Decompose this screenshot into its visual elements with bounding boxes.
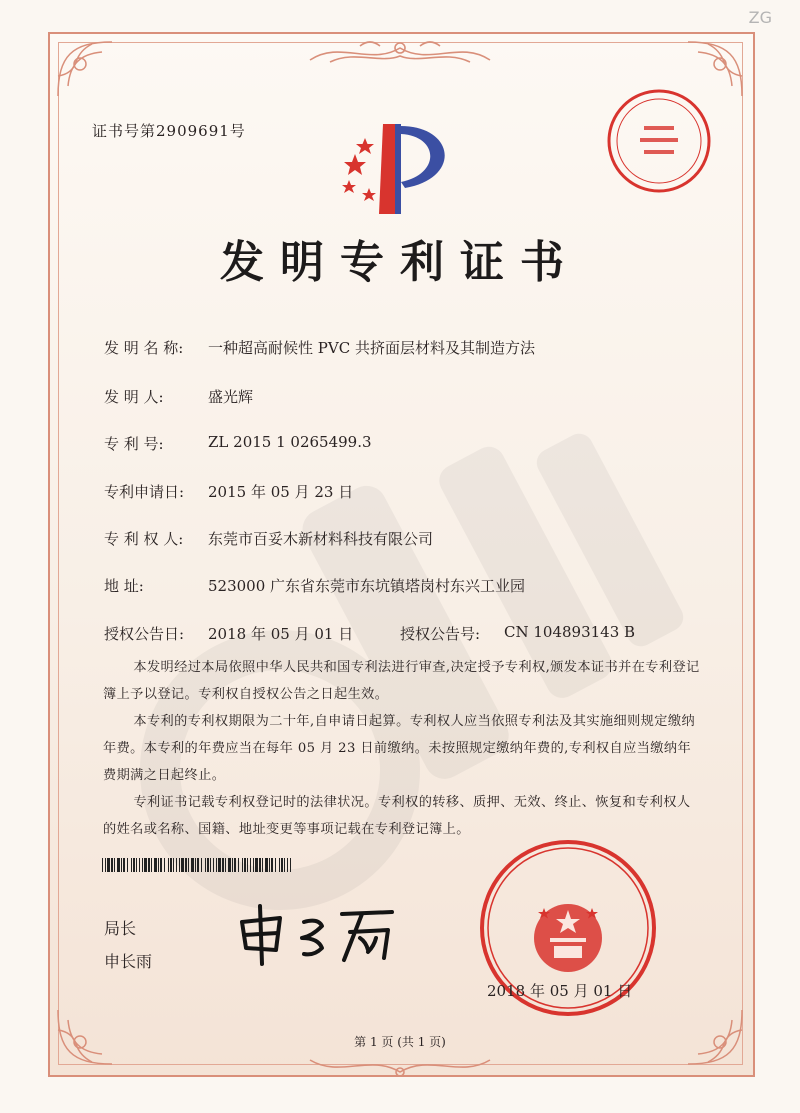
- barcode-bar: [123, 858, 125, 872]
- barcode-bar: [185, 858, 187, 872]
- director-title: 局长: [104, 919, 137, 938]
- director-signature-icon: [232, 900, 412, 970]
- barcode-bar: [154, 858, 157, 872]
- barcode-bar: [205, 858, 206, 872]
- barcode-bar: [136, 858, 137, 872]
- barcode-bar: [191, 858, 194, 872]
- barcode-bar: [111, 858, 113, 872]
- grant-date-label: 授权公告日:: [104, 625, 185, 643]
- bottom-ornament-icon: [300, 1052, 500, 1082]
- barcode-bar: [197, 858, 199, 872]
- barcode-bar: [265, 858, 268, 872]
- barcode-bar: [144, 858, 147, 872]
- barcode-bar: [213, 858, 214, 872]
- barcode-bar: [105, 858, 106, 872]
- barcode-bar: [290, 858, 291, 872]
- certificate-title: 发明专利证书: [220, 237, 580, 288]
- barcode-bar: [142, 858, 143, 872]
- barcode-bar: [287, 858, 288, 872]
- body-paragraph: 本专利的专利权期限为二十年,自申请日起算。专利权人应当依照专利法及其实施细则规定缴纳年费。本专利的年费应当在每年 05 月 23 日前缴纳。未按照规定缴纳年费的,专利权自应当缴纳年费期满之日起终止。: [103, 714, 696, 783]
- body-paragraph: 本发明经过本局依照中华人民共和国专利法进行审查,决定授予专利权,颁发本证书并在专利登记簿上予以登记。专利权自授权公告之日起生效。: [103, 660, 700, 702]
- barcode-bar: [242, 858, 243, 872]
- grant-number-label: 授权公告号:: [400, 625, 481, 643]
- page-footer: 第 1 页 (共 1 页): [354, 1035, 446, 1049]
- body-paragraph: 专利证书记载专利权登记时的法律状况。专利权的转移、质押、无效、终止、恢复和专利权人的姓名或名称、国籍、地址变更等事项记载在专利登记簿上。: [103, 795, 691, 837]
- barcode-bar: [173, 858, 174, 872]
- application-date-label: 专利申请日:: [104, 483, 185, 501]
- barcode-bar: [232, 858, 233, 872]
- barcode-bar: [279, 858, 280, 872]
- invention-name-value: 一种超高耐候性 PVC 共挤面层材料及其制造方法: [208, 339, 535, 357]
- tax-stamp-seal-icon: [604, 86, 714, 196]
- barcode-bar: [222, 858, 224, 872]
- barcode-bar: [188, 858, 189, 872]
- barcode-bar: [176, 858, 177, 872]
- barcode-bar: [107, 858, 110, 872]
- barcode-bar: [247, 858, 248, 872]
- barcode-bar: [164, 858, 165, 872]
- barcode-bar: [160, 858, 162, 872]
- barcode-bar: [133, 858, 135, 872]
- barcode-bar: [158, 858, 159, 872]
- patent-number-label: 专 利 号:: [104, 435, 164, 453]
- director-name: 申长雨: [104, 952, 153, 971]
- barcode-bar: [281, 858, 283, 872]
- barcode-bar: [195, 858, 196, 872]
- barcode-bar: [170, 858, 172, 872]
- barcode-bar: [168, 858, 169, 872]
- patentee-value: 东莞市百妥木新材料科技有限公司: [208, 530, 434, 548]
- barcode-bar: [148, 858, 150, 872]
- address-label: 地 址:: [104, 577, 144, 595]
- corner-ornament-top-left-icon: [52, 36, 132, 116]
- barcode-bar: [225, 858, 226, 872]
- barcode-bar: [255, 858, 258, 872]
- barcode-bar: [234, 858, 236, 872]
- address-value: 523000 广东省东莞市东坑镇塔岗村东兴工业园: [208, 577, 526, 595]
- barcode-bar: [269, 858, 270, 872]
- barcode-bar: [228, 858, 231, 872]
- patent-office-logo-icon: [335, 118, 465, 218]
- barcode-bar: [114, 858, 115, 872]
- corner-ornament-bottom-left-icon: [52, 990, 132, 1070]
- barcode-bar: [179, 858, 180, 872]
- barcode-bar: [253, 858, 254, 872]
- invention-name-label: 发 明 名 称:: [104, 339, 184, 357]
- barcode-bar: [271, 858, 273, 872]
- barcode-bar: [181, 858, 184, 872]
- barcode-icon: [102, 858, 294, 872]
- barcode-bar: [207, 858, 209, 872]
- barcode-bar: [151, 858, 152, 872]
- barcode-bar: [117, 858, 120, 872]
- barcode-bar: [275, 858, 276, 872]
- barcode-bar: [216, 858, 217, 872]
- barcode-bar: [131, 858, 132, 872]
- barcode-bar: [121, 858, 122, 872]
- barcode-bar: [210, 858, 211, 872]
- barcode-bar: [262, 858, 263, 872]
- barcode-bar: [139, 858, 140, 872]
- grant-number-value: CN 104893143 B: [504, 623, 636, 641]
- inventor-label: 发 明 人:: [104, 388, 164, 406]
- barcode-bar: [284, 858, 285, 872]
- corner-ornament-bottom-right-icon: [668, 990, 748, 1070]
- barcode-bar: [259, 858, 261, 872]
- barcode-bar: [127, 858, 128, 872]
- corner-mark: ZG: [748, 8, 772, 27]
- barcode-bar: [218, 858, 221, 872]
- top-ornament-icon: [300, 36, 500, 70]
- application-date-value: 2015 年 05 月 23 日: [208, 483, 354, 501]
- barcode-bar: [102, 858, 103, 872]
- certificate-body: [103, 654, 703, 843]
- barcode-bar: [238, 858, 239, 872]
- seal-date: 2018 年 05 月 01 日: [487, 982, 633, 1000]
- barcode-bar: [244, 858, 246, 872]
- patentee-label: 专 利 权 人:: [104, 530, 184, 548]
- patent-number-value: ZL 2015 1 0265499.3: [208, 433, 372, 451]
- grant-date-value: 2018 年 05 月 01 日: [208, 625, 354, 643]
- certificate-number: 证书号第2909691号: [92, 122, 246, 140]
- inventor-value: 盛光辉: [208, 388, 254, 406]
- barcode-bar: [201, 858, 202, 872]
- barcode-bar: [250, 858, 251, 872]
